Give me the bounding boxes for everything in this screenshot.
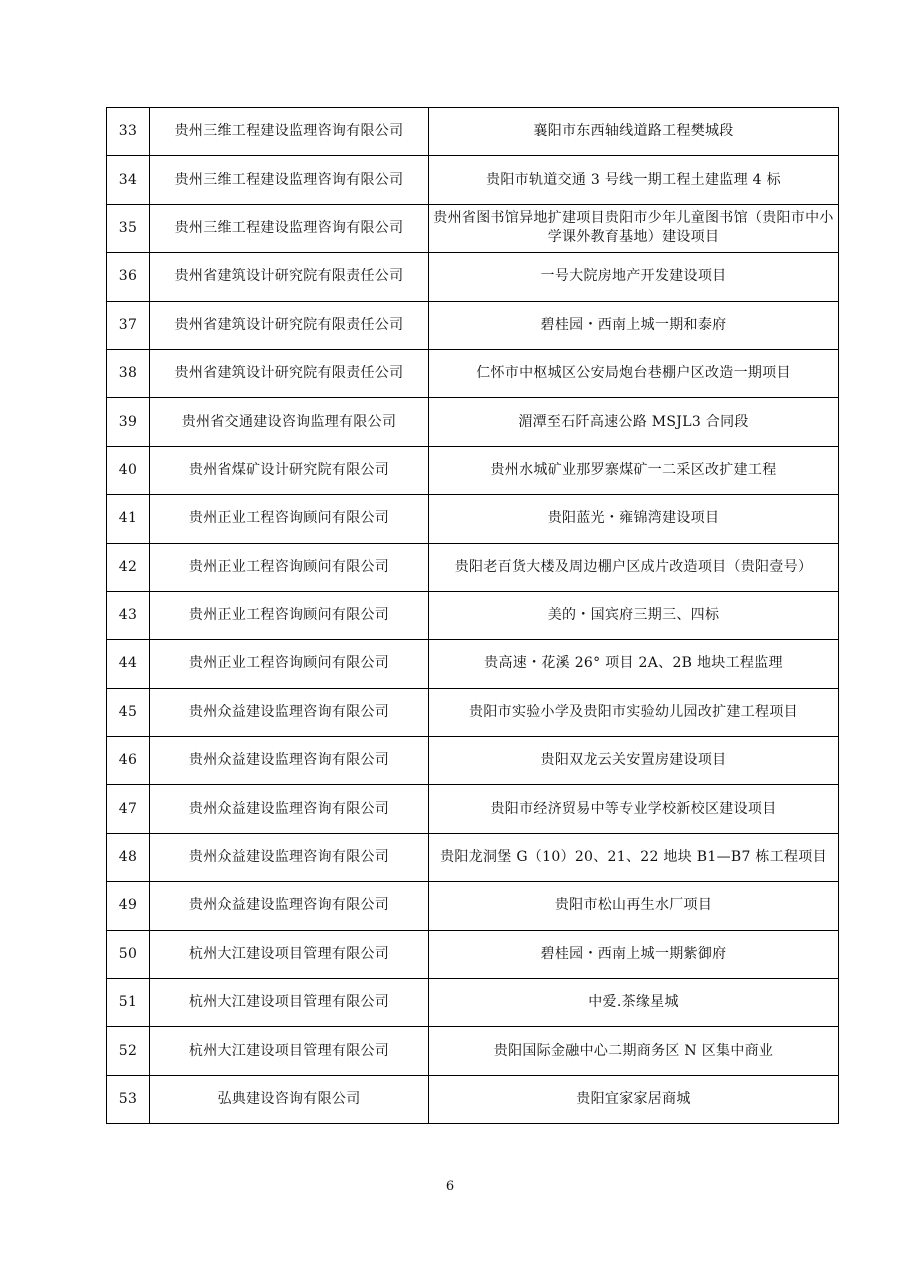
- company-name: 贵州三维工程建设监理咨询有限公司: [150, 156, 429, 204]
- company-name: 贵州省建筑设计研究院有限责任公司: [150, 301, 429, 349]
- project-name: 贵阳市实验小学及贵阳市实验幼儿园改扩建工程项目: [429, 688, 839, 736]
- project-name: 襄阳市东西轴线道路工程樊城段: [429, 108, 839, 156]
- company-name: 贵州省建筑设计研究院有限责任公司: [150, 349, 429, 397]
- company-name: 贵州省煤矿设计研究院有限公司: [150, 446, 429, 494]
- company-name: 贵州正业工程咨询顾问有限公司: [150, 543, 429, 591]
- table-row: [107, 204, 839, 252]
- table-row: [107, 349, 839, 397]
- table-row: [107, 1075, 839, 1123]
- project-name: 碧桂园・西南上城一期紫御府: [429, 930, 839, 978]
- row-number: 42: [107, 543, 150, 591]
- project-name: 贵阳龙洞堡 G（10）20、21、22 地块 B1—B7 栋工程项目: [429, 833, 839, 881]
- row-number: 39: [107, 398, 150, 446]
- row-number: 52: [107, 1027, 150, 1075]
- company-name: 贵州众益建设监理咨询有限公司: [150, 833, 429, 881]
- project-name: 贵阳宜家家居商城: [429, 1075, 839, 1123]
- project-name: 贵阳国际金融中心二期商务区 N 区集中商业: [429, 1027, 839, 1075]
- project-name: 贵阳老百货大楼及周边棚户区成片改造项目（贵阳壹号）: [429, 543, 839, 591]
- row-number: 53: [107, 1075, 150, 1123]
- row-number: 48: [107, 833, 150, 881]
- table-row: [107, 882, 839, 930]
- project-table-body: [107, 108, 839, 1124]
- company-name: 贵州三维工程建设监理咨询有限公司: [150, 204, 429, 252]
- company-name: 杭州大江建设项目管理有限公司: [150, 1027, 429, 1075]
- table-row: [107, 833, 839, 881]
- company-name: 贵州正业工程咨询顾问有限公司: [150, 640, 429, 688]
- company-name: 贵州三维工程建设监理咨询有限公司: [150, 108, 429, 156]
- project-name: 一号大院房地产开发建设项目: [429, 253, 839, 301]
- company-name: 贵州正业工程咨询顾问有限公司: [150, 591, 429, 639]
- row-number: 47: [107, 785, 150, 833]
- company-name: 贵州众益建设监理咨询有限公司: [150, 882, 429, 930]
- project-name: 中爱.茶缘星城: [429, 979, 839, 1027]
- company-name: 贵州省建筑设计研究院有限责任公司: [150, 253, 429, 301]
- table-row: [107, 688, 839, 736]
- row-number: 51: [107, 979, 150, 1027]
- project-name: 贵阳双龙云关安置房建设项目: [429, 737, 839, 785]
- row-number: 37: [107, 301, 150, 349]
- row-number: 44: [107, 640, 150, 688]
- table-row: [107, 979, 839, 1027]
- project-name: 贵高速・花溪 26° 项目 2A、2B 地块工程监理: [429, 640, 839, 688]
- project-name: 贵阳市轨道交通 3 号线一期工程土建监理 4 标: [429, 156, 839, 204]
- project-name: 美的・国宾府三期三、四标: [429, 591, 839, 639]
- row-number: 34: [107, 156, 150, 204]
- company-name: 弘典建设咨询有限公司: [150, 1075, 429, 1123]
- project-name: 仁怀市中枢城区公安局炮台巷棚户区改造一期项目: [429, 349, 839, 397]
- project-name: 碧桂园・西南上城一期和泰府: [429, 301, 839, 349]
- row-number: 35: [107, 204, 150, 252]
- row-number: 36: [107, 253, 150, 301]
- table-row: [107, 930, 839, 978]
- company-name: 贵州众益建设监理咨询有限公司: [150, 737, 429, 785]
- page-number: 6: [445, 1179, 455, 1194]
- table-row: [107, 640, 839, 688]
- project-name: 贵阳蓝光・雍锦湾建设项目: [429, 495, 839, 543]
- project-name: 贵州省图书馆异地扩建项目贵阳市少年儿童图书馆（贵阳市中小学课外教育基地）建设项目: [429, 204, 839, 252]
- project-table: [106, 107, 839, 1124]
- company-name: 贵州正业工程咨询顾问有限公司: [150, 495, 429, 543]
- row-number: 41: [107, 495, 150, 543]
- table-row: [107, 446, 839, 494]
- project-name: 湄潭至石阡高速公路 MSJL3 合同段: [429, 398, 839, 446]
- row-number: 45: [107, 688, 150, 736]
- row-number: 33: [107, 108, 150, 156]
- table-row: [107, 253, 839, 301]
- row-number: 49: [107, 882, 150, 930]
- company-name: 贵州众益建设监理咨询有限公司: [150, 785, 429, 833]
- table-row: [107, 785, 839, 833]
- table-row: [107, 495, 839, 543]
- table-row: [107, 591, 839, 639]
- project-name: 贵州水城矿业那罗寨煤矿一二采区改扩建工程: [429, 446, 839, 494]
- company-name: 杭州大江建设项目管理有限公司: [150, 930, 429, 978]
- project-name: 贵阳市经济贸易中等专业学校新校区建设项目: [429, 785, 839, 833]
- project-name: 贵阳市松山再生水厂项目: [429, 882, 839, 930]
- row-number: 40: [107, 446, 150, 494]
- row-number: 46: [107, 737, 150, 785]
- table-row: [107, 108, 839, 156]
- row-number: 38: [107, 349, 150, 397]
- row-number: 43: [107, 591, 150, 639]
- table-row: [107, 301, 839, 349]
- company-name: 杭州大江建设项目管理有限公司: [150, 979, 429, 1027]
- row-number: 50: [107, 930, 150, 978]
- company-name: 贵州众益建设监理咨询有限公司: [150, 688, 429, 736]
- table-row: [107, 737, 839, 785]
- company-name: 贵州省交通建设咨询监理有限公司: [150, 398, 429, 446]
- table-row: [107, 156, 839, 204]
- table-row: [107, 543, 839, 591]
- table-row: [107, 398, 839, 446]
- table-row: [107, 1027, 839, 1075]
